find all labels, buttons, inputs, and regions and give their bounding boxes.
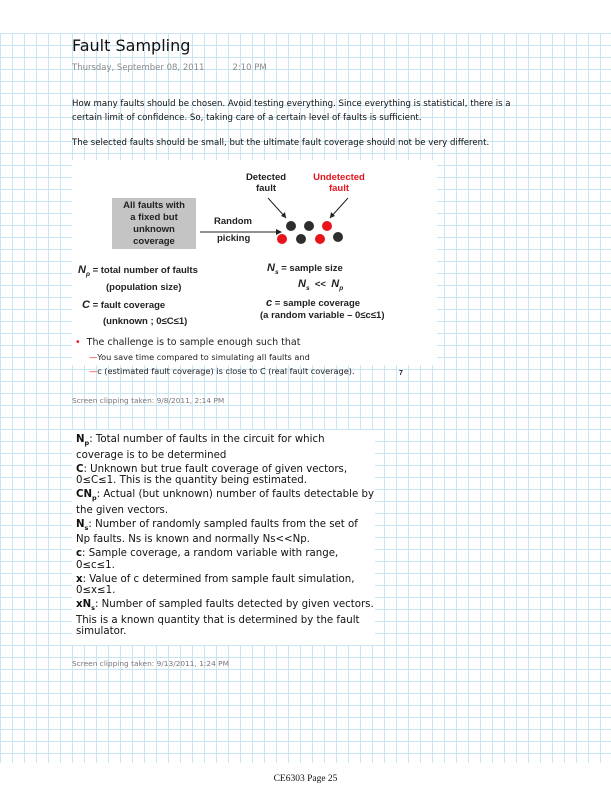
page-date: Thursday, September 08, 2011	[72, 63, 205, 73]
c-text: = fault coverage	[92, 300, 166, 311]
definition-term: xN	[76, 599, 92, 611]
arrow-label-random: Random	[214, 216, 252, 227]
ns-subscript: s	[305, 284, 310, 292]
screen-clipping-slide	[72, 160, 437, 377]
definition-text: : Number of sampled faults detected by given vectors. This is a known quantity that is determined by the fault simulator.	[76, 599, 374, 638]
np-subscript: p	[85, 270, 90, 278]
box-line: All faults with	[123, 200, 185, 211]
page-time: 2:10 PM	[232, 63, 267, 73]
ns-subscript: s	[274, 268, 279, 276]
paragraph-line-1: How many faults should be chosen. Avoid testing everything. Since everything is statistical, there is a	[72, 99, 511, 109]
clip-note-2: Screen clipping taken: 9/13/2011, 1:24 PM	[72, 659, 229, 668]
definition-item	[76, 489, 375, 516]
definition-item	[76, 464, 375, 487]
box-line: coverage	[133, 236, 175, 247]
fault-dot-detected	[286, 221, 296, 231]
definition-item	[76, 519, 375, 546]
ns-symbol: N	[267, 262, 275, 274]
sc-symbol: c	[266, 297, 273, 309]
definition-term-subscript: p	[92, 494, 97, 503]
definitions-list	[76, 434, 375, 640]
all-faults-box	[112, 198, 196, 249]
c-range: (unknown ; 0≤C≤1)	[103, 316, 188, 327]
label-line: Detected	[245, 172, 287, 183]
bullet-item	[75, 337, 300, 348]
bullet-text: The challenge is to sample enough such that	[86, 337, 301, 348]
label-line: fault	[255, 183, 277, 194]
dash-icon: —	[89, 352, 98, 362]
fault-dot-undetected	[277, 234, 287, 244]
sub-bullet-text: You save time compared to simulating all faults and	[97, 352, 310, 362]
definition-term: x	[76, 573, 83, 585]
sample-coverage-definition	[266, 297, 360, 309]
clip-note-1: Screen clipping taken: 9/8/2011, 2:14 PM	[72, 396, 225, 405]
definition-term: N	[76, 434, 85, 445]
definition-term: C	[76, 463, 84, 475]
sample-coverage-range: (a random variable – 0≤c≤1)	[260, 310, 385, 321]
ns-text: = sample size	[281, 263, 343, 274]
sub-bullet-text: c (estimated fault coverage) is close to C (real fault coverage).	[97, 366, 355, 376]
label-line: Undetected	[313, 172, 365, 183]
definition-term-subscript: p	[84, 439, 90, 448]
label-line: fault	[328, 183, 350, 194]
definition-term-subscript: s	[91, 604, 95, 613]
fault-dot-detected	[304, 221, 314, 231]
np-symbol: N	[78, 264, 86, 276]
detected-fault-label	[241, 172, 291, 194]
definition-text: : Sample coverage, a random variable with range, 0≤c≤1.	[76, 548, 339, 571]
definition-text: : Total number of faults in the circuit for which coverage is to be determined	[76, 434, 325, 461]
paragraph-line-3: The selected faults should be small, but the ultimate fault coverage should not be very different.	[72, 138, 490, 148]
pointer-arrows	[262, 196, 372, 224]
ns-definition	[267, 262, 343, 276]
sub-bullet-item	[89, 366, 355, 376]
fault-dot-undetected	[322, 221, 332, 231]
definition-text: : Number of randomly sampled faults from the set of Np faults. Ns is known and normally Ns<<Np.	[76, 518, 358, 546]
definition-term: N	[76, 518, 85, 530]
sc-text: = sample coverage	[274, 298, 361, 309]
definition-item	[76, 548, 375, 571]
np-text: = total number of faults	[92, 265, 198, 276]
page-timestamp	[72, 63, 267, 73]
np-symbol: N	[331, 278, 340, 290]
population-size: (population size)	[106, 282, 182, 293]
page-title: Fault Sampling	[72, 36, 191, 55]
dash-icon: —	[89, 366, 98, 376]
definition-text: : Value of c determined from sample fault simulation, 0≤x≤1.	[76, 573, 355, 597]
definition-item	[76, 574, 375, 597]
np-definition	[78, 264, 198, 278]
definition-term: c	[76, 548, 83, 560]
ns-symbol: N	[298, 278, 306, 290]
c-definition	[82, 299, 165, 311]
fault-dot-detected	[333, 232, 343, 242]
sub-bullet-item	[89, 352, 310, 362]
definition-term: CN	[76, 489, 93, 501]
page-footer: CE6303 Page 25	[273, 774, 338, 784]
box-line: unknown	[133, 224, 175, 235]
box-line: a fixed but	[130, 212, 178, 223]
much-less-than: <<	[314, 279, 326, 290]
arrow-label-picking: picking	[217, 233, 251, 244]
bullet-dot-icon: •	[75, 337, 81, 348]
definition-item	[76, 599, 375, 638]
np-subscript: p	[339, 284, 344, 292]
paragraph-line-2: certain limit of confidence. So, taking care of a certain level of faults is sufficient.	[72, 113, 422, 123]
screen-clipping-definitions	[72, 430, 375, 645]
definition-item	[76, 434, 375, 461]
c-symbol: C	[82, 299, 90, 311]
fault-dot-detected	[296, 234, 306, 244]
definition-term-subscript: s	[84, 523, 89, 532]
ns-np-relation	[298, 278, 343, 292]
definition-text: : Actual (but unknown) number of faults detectable by the given vectors.	[76, 489, 374, 516]
fault-dot-undetected	[315, 234, 325, 244]
slide-number: 7	[399, 370, 403, 377]
definition-text: : Unknown but true fault coverage of given vectors, 0≤C≤1. This is the quantity being estimated.	[76, 463, 348, 487]
undetected-fault-label	[308, 172, 370, 194]
